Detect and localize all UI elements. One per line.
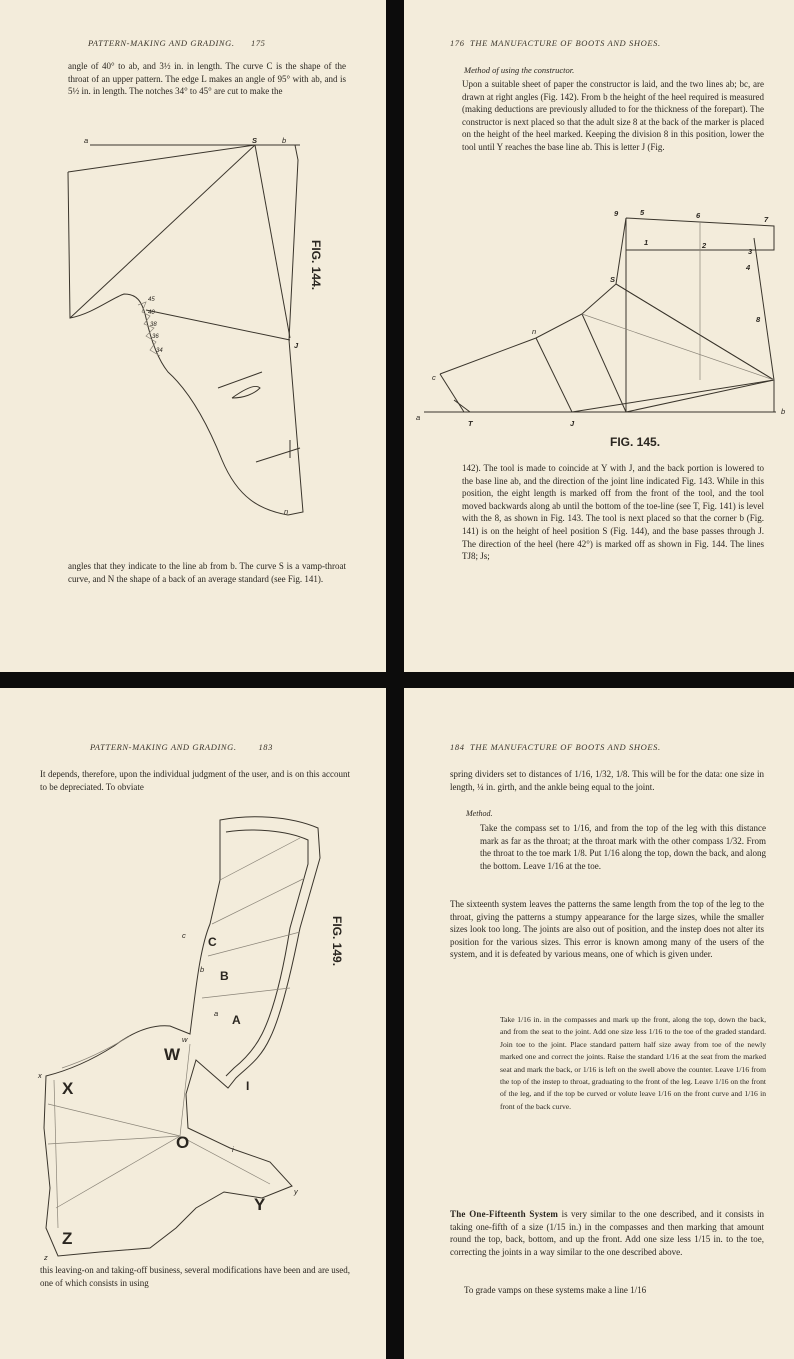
notch-label: 34 (156, 348, 163, 354)
body-text-top: It depends, therefore, upon the individual judgment of the user, and is on this account to be depreciated. To obviate (40, 769, 350, 792)
point-a: a (84, 136, 89, 145)
paragraph-4: To grade vamps on these systems make a line 1/16 (464, 1285, 647, 1295)
letter-a: a (214, 1009, 219, 1018)
notch-label: 36 (152, 334, 159, 340)
point-J: J (570, 419, 575, 428)
point-a: a (416, 413, 421, 422)
point-7: 7 (764, 215, 769, 224)
figure-label: FIG. 145. (610, 435, 661, 449)
header-title: PATTERN-MAKING AND GRADING. (90, 742, 237, 752)
header-title: PATTERN-MAKING AND GRADING. (88, 38, 235, 48)
page-176 (404, 0, 794, 672)
point-6: 6 (696, 211, 701, 220)
system-title: The One-Fifteenth System (450, 1209, 559, 1219)
point-3: 3 (748, 247, 753, 256)
point-J: J (294, 341, 299, 350)
point-T: T (468, 419, 473, 428)
page-number: 176 (450, 38, 465, 48)
page-number: 184 (450, 742, 465, 752)
point-2: 2 (702, 241, 707, 250)
letter-I: I (246, 1079, 250, 1093)
point-1: 1 (644, 238, 649, 247)
page-number: 183 (258, 742, 273, 752)
page-175 (0, 0, 386, 672)
figure-label: FIG. 144. (309, 240, 323, 291)
point-b: b (282, 136, 287, 145)
body-text-top: Upon a suitable sheet of paper the constructor is laid, and the two lines ab; bc, are drawn at right angles (Fig. 142). From b the height of the heel required is measured (making deductions are previously alluded to for the thickness of the forepart). The constructor is next placed so that the adult size 8 at the back of the marker is placed on the height of the heel marked. Keeping the division 8 in this position, lower the tool until Y reaches the base line ab. This is letter J (Fig. (462, 79, 764, 152)
letter-c: c (182, 931, 186, 940)
paragraph-2: The sixteenth system leaves the patterns the same length from the top of the leg to the throat, giving the patterns a stumpy appearance for the large sizes, while the smaller sizes look too long. The joints are also out of position, and the instep does not alter its position for the various sizes. This error is known among many of the users of the system, and it is defeated by various means, one of which is given under. (450, 899, 764, 960)
point-4: 4 (746, 263, 751, 272)
point-b: b (781, 407, 786, 416)
letter-A: A (232, 1013, 241, 1027)
paragraph-3-text: is very similar to the one described, and it consists in taking one-fifth of a size (1/15 in.) in the compasses and then marking that amount round the top, back, bottom, and up the front. Add one size less 1/15 in. to the toe, correcting the joints in a way similar to the one described above. (450, 1209, 764, 1257)
letter-W: W (164, 1045, 181, 1064)
method-text: Take the compass set to 1/16, and from the top of the leg with this distance mark as far as the throat; at the throat mark with the other compass 1/32. From the throat to the toe mark 1/8. Put 1/16 along the top, down the back, and along the bottom. Leave 1/16 at the toe. (480, 823, 766, 871)
subheading: Method of using the constructor. (464, 65, 575, 75)
page-number: 175 (250, 38, 266, 48)
letter-y: y (294, 1187, 298, 1196)
letter-i: i (232, 1145, 234, 1154)
point-c: c (432, 373, 436, 382)
letter-B: B (220, 969, 229, 983)
body-text-top: angle of 40° to ab, and 3½ in. in length. The curve C is the shape of the throat of an upper pattern. The edge L makes an angle of 95° with ab, and is 5½ in. in length. The notches 34° to 45° are cut to make the (68, 61, 346, 97)
point-9: 9 (614, 209, 619, 218)
point-5: 5 (640, 208, 645, 217)
page-184 (404, 688, 794, 1359)
point-8: 8 (756, 315, 761, 324)
body-text-bottom: this leaving-on and taking-off business, several modifications have been and are used, one of which consists in using (40, 1265, 350, 1288)
letter-x: x (38, 1071, 42, 1080)
paragraph-1: spring dividers set to distances of 1/16, 1/32, 1/8. This will be for the data: one size in length, ¼ in. girth, and the ankle being equal to the joint. (450, 769, 764, 792)
figure-145-diagram (404, 0, 794, 672)
point-S: S (252, 136, 258, 145)
body-text-bottom: 142). The tool is made to coincide at Y with J, and the back portion is lowered to the base line ab, and the direction of the joint line indicated Fig. 143. While in this position, the eight length is marked off from the front of the tool, and the tool moved backwards along ab until the bottom of the toe-line (see T, Fig. 141) is level with the 8, as shown in Fig. 143. The tool is next placed so that the corner b (Fig. 141) is on the height of heel position S (Fig. 144), and the base passes through J. The direction of the heel (here 42°) is marked off as shown in Fig. 144. The lines TJ8; Js; (462, 463, 764, 562)
paragraph-3 (450, 1208, 764, 1258)
figure-label: FIG. 149. (330, 916, 344, 967)
figure-149-diagram (0, 688, 386, 1359)
letter-Y: Y (254, 1195, 266, 1214)
notch-label: 40 (148, 310, 155, 316)
header-title: THE MANUFACTURE OF BOOTS AND SHOES. (470, 742, 661, 752)
body-text-bottom: angles that they indicate to the line ab from b. The curve S is a vamp-throat curve, and N the shape of a back of an average standard (see Fig. 141). (68, 561, 346, 584)
indented-instructions: Take 1/16 in. in the compasses and mark up the front, along the top, down the back, and from the seat to the joint. Add one size less 1/16 to the toe of the graded standard. Join toe to the joint. Place standard pattern half size away from toe of the newly marked one and correct the joints. Raise the standard 1/16 at the seat from the marked seat and mark the back, or 1/16 is left on the swell above the counter. Leave 1/16 from the top of the instep to throat, graduating to the front of the leg. Leave 1/16 on the front of the leg, and if the top be curved or volute leave 1/16 on the front curve and 1/16 in front of the back curve. (500, 1015, 766, 1111)
running-header (450, 742, 661, 752)
method-label: Method. (466, 809, 493, 818)
header-title: THE MANUFACTURE OF BOOTS AND SHOES. (470, 38, 661, 48)
notch-label: 38 (150, 322, 157, 328)
letter-X: X (62, 1079, 74, 1098)
notch-label: 45 (148, 297, 155, 303)
letter-C: C (208, 935, 217, 949)
letter-w: w (182, 1035, 188, 1044)
point-n: n (284, 507, 289, 516)
point-S: S (610, 275, 616, 284)
letter-Z: Z (62, 1229, 73, 1248)
letter-b: b (200, 965, 205, 974)
letter-O: O (176, 1133, 190, 1152)
point-n: n (532, 327, 537, 336)
page-183 (0, 688, 386, 1359)
letter-z: z (44, 1253, 48, 1262)
